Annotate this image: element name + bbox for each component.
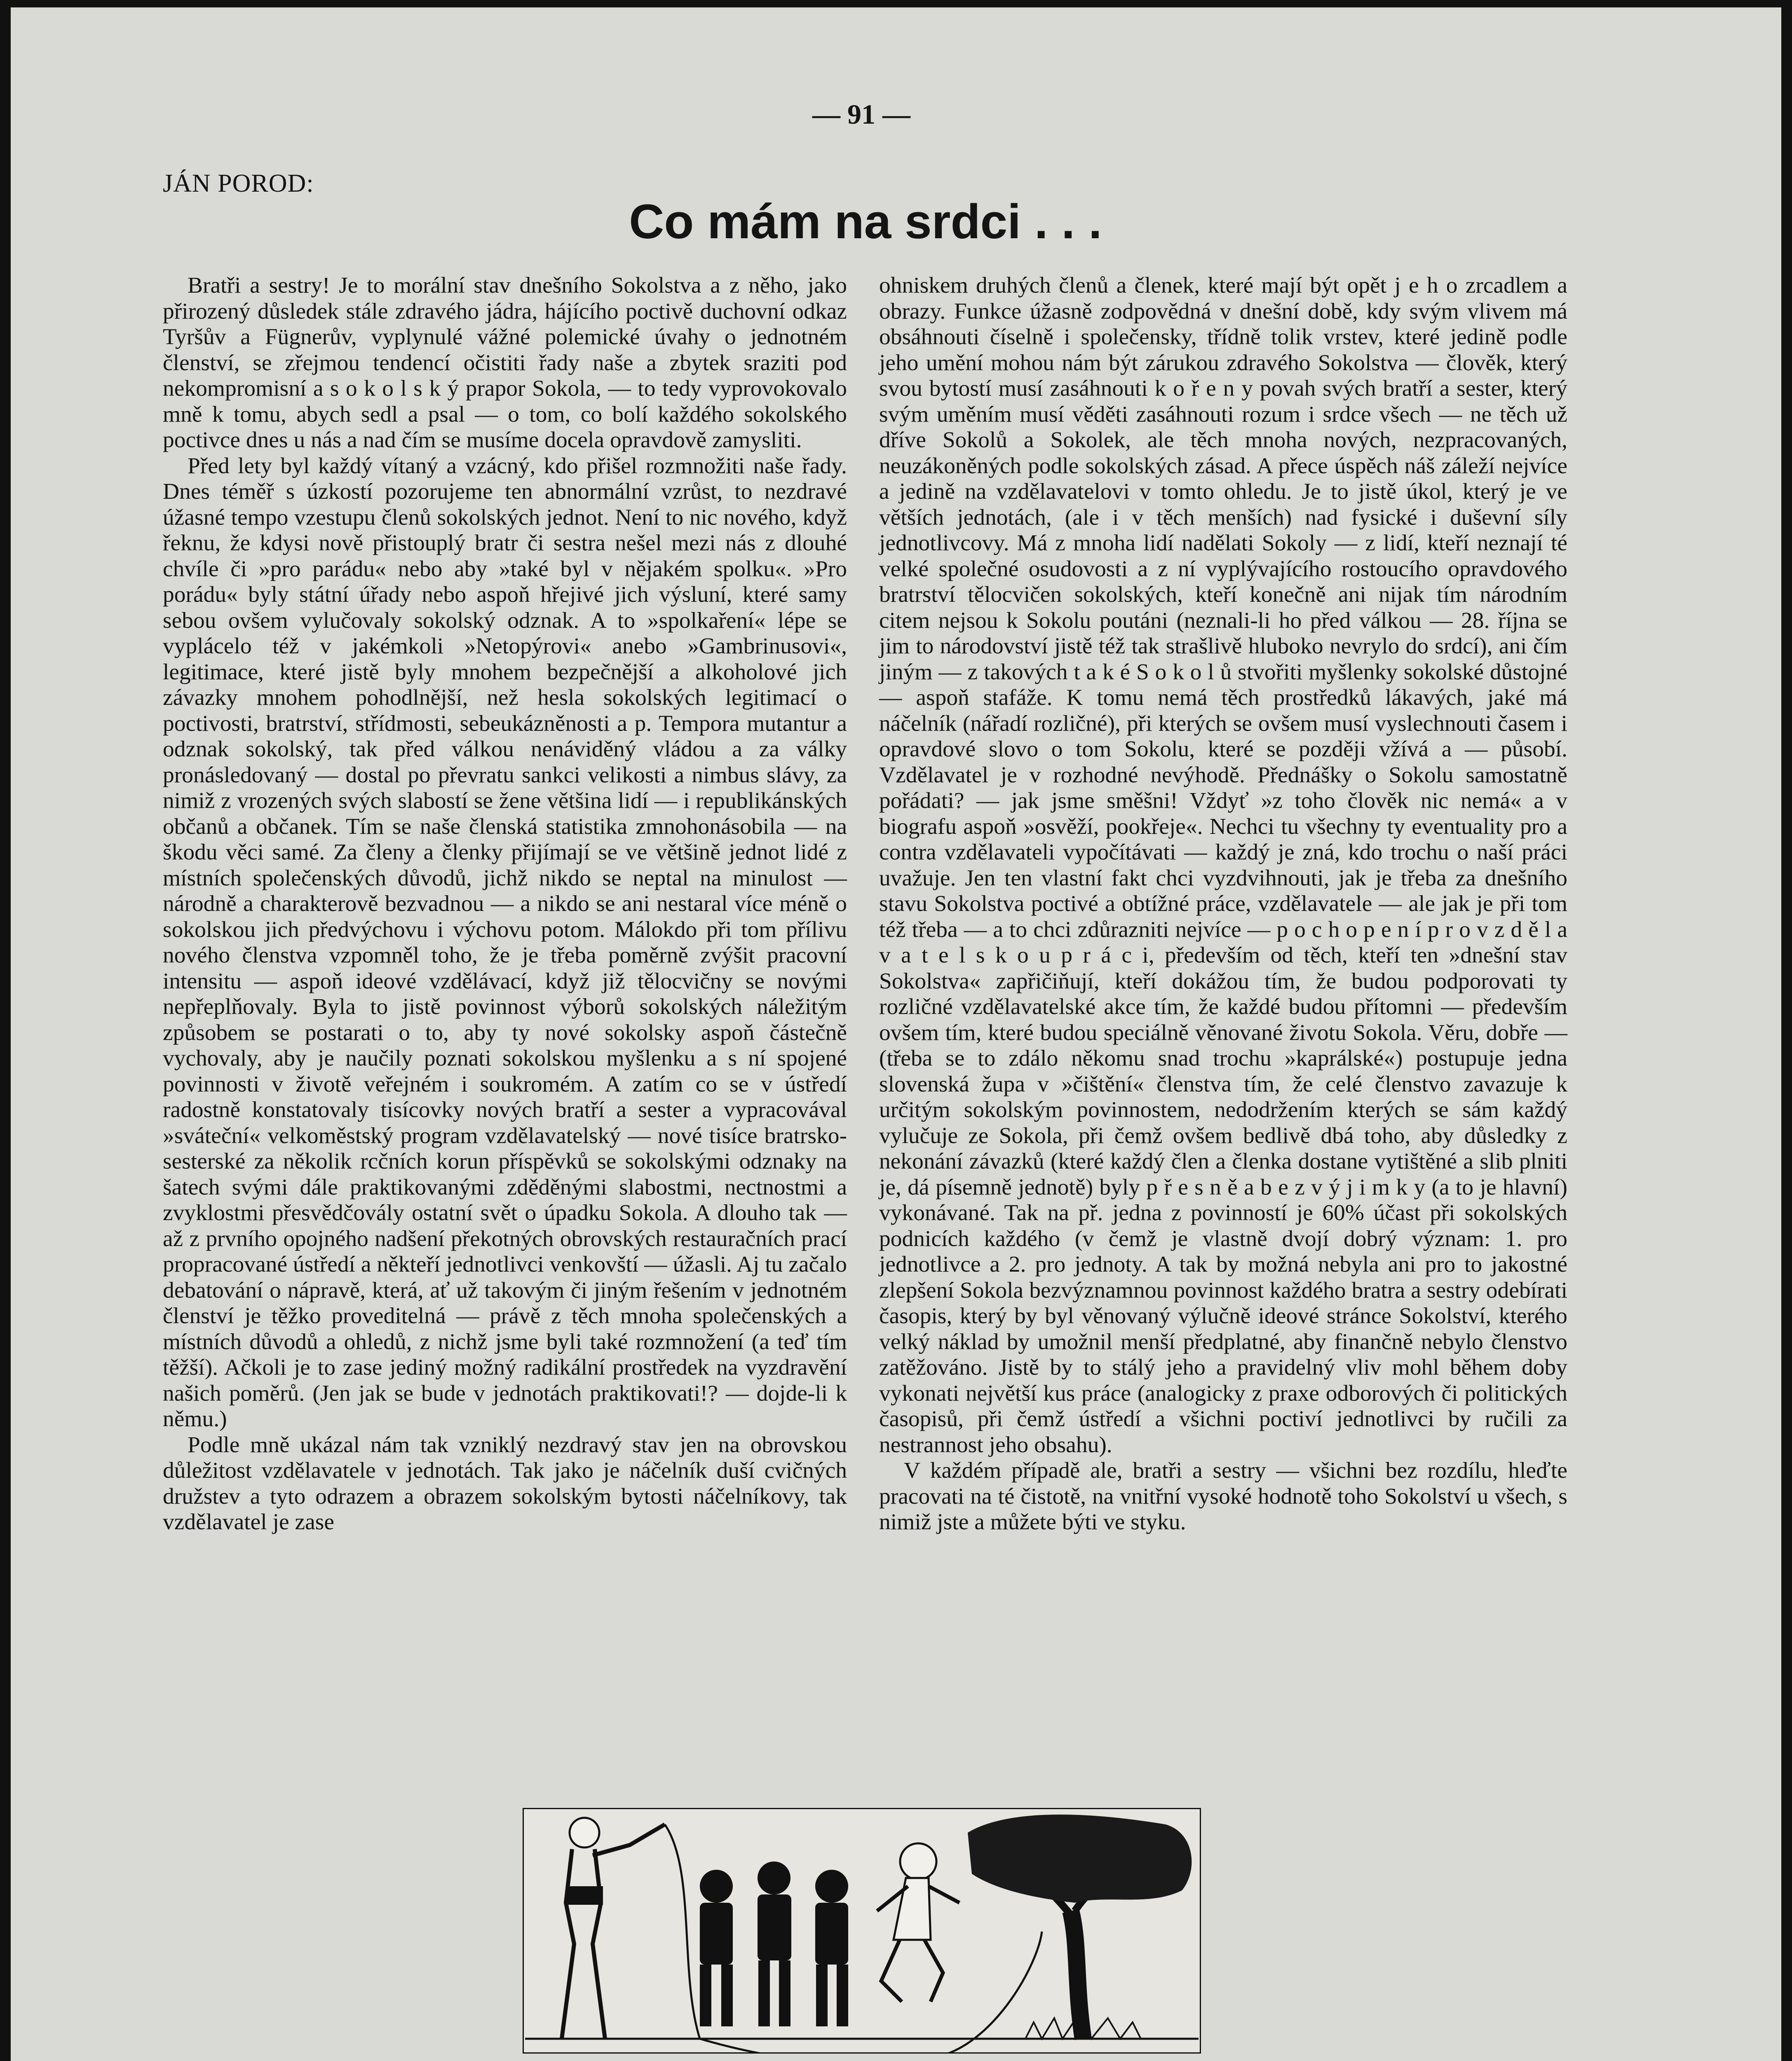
- right-column: [879, 273, 1567, 1535]
- left-column: [163, 273, 847, 1535]
- scan-border-left: [0, 0, 11, 2061]
- paragraph: Podle mně ukázal nám tak vzniklý nezdravý stav jen na obrovskou důležitost vzdělavatele v jednotách. Tak jako je náčelník duší cvičných družstev a tyto odrazem a obrazem sokolským bytosti náčelníkovy, tak vzdělavatel je zase: [163, 1432, 847, 1535]
- vignette-children-skipping-rope-icon: [523, 1808, 1201, 2054]
- paragraph: Před lety byl každý vítaný a vzácný, kdo přišel rozmnožiti naše řady. Dnes téměř s úzkostí pozorujeme ten abnormální vzrůst, to nezdravé úžasné tempo vzestupu členů sokolských jednot. Není to nic nového, když řeknu, že kdysi nově přistouplý bratr či sestra nešel mezi nás z dlouhé chvíle či »pro parádu« nebo aby »také byl v nějakém spolku«. »Pro porádu« byly státní úřady nebo aspoň hřejivé jich výsluní, které samy sebou ovšem vylučovaly sokolský odznak. A to »spolkaření« lépe se vyplácelo též v jakémkoli »Netopýrovi« anebo »Gambrinusovi«, legitimace, které jistě byly mnohem bezpečnější a alkoholové jich závazky mnohem pohodlnější, než hesla sokolských legitimací o poctivosti, bratrství, střídmosti, sebeukázněnosti a p. Tempora mutantur a odznak sokolský, tak před válkou nenáviděný vládou a za války pronásledovaný — dostal po převratu sankci velikosti a nimbus slávy, za nimiž z vrozených svých slabostí se žene většina lidí — i republikánských občanů a občanek. Tím se naše členská statistika zmnohonásobila — na škodu věci samé. Za členy a členky přijímají se ve většině jednot lidé z místních společenských důvodů, jichž nikdo se neptal na minulost — národně a charakterově bezvadnou — a nikdo se ani nestaral více méně o sokolskou jich předvýchovu i výchovu potom. Málokdo při tom přílivu nového členstva vzpomněl toho, že je třeba poměrně zvýšit pracovní intensitu — aspoň ideové vzdělávací, když již tělocvičny se novými nepřeplňovaly. Byla to jistě povinnost výborů sokolských náležitým způsobem se postarati o to, aby ty nové sokolsky aspoň částečně vychovaly, aby je naučily poznati sokolskou myšlenku a s ní spojené povinnosti v životě veřejném i soukromém. A zatím co se v ústředí radostně konstatovaly tisícovky nových bratří a sester a vypracovával »sváteční« velkoměstský program vzdělavatelský — nové tisíce bratrsko-sesterské za několik rcčních korun příspěvků se sokolskými odznaky na šatech svými dále praktikovanými zděděnými slabostmi, nectnostmi a zvyklostmi přesvědčovály ostatní svět o úpadku Sokola. A dlouho tak — až z prvního opojného nadšení překotných obrovských restauračních prací propracované ústředí a někteří jednotlivci venkovští — úžasli. Aj tu začalo debatování o nápravě, která, ať už takovým či jiným řešením v jednotném členství je těžko proveditelná — právě z těch mnoha společenských a místních důvodů a ohledů, z nichž jsme byli také rozmnožení (a teď tím těžší). Ačkoli je to zase jediný možný radikální prostředek na vyzdravění našich poměrů. (Jen jak se bude v jednotách praktikovati!? — dojde-li k němu.): [163, 453, 847, 1432]
- paragraph: V každém případě ale, bratři a sestry — všichni bez rozdílu, hleďte pracovati na té čistotě, na vnitřní vysoké hodnotě toho Sokolství u všech, s nimiž jste a můžete býti ve styku.: [879, 1458, 1567, 1535]
- scan-border-top: [0, 0, 1792, 7]
- scan-border-right: [1781, 0, 1792, 2061]
- page-number: — 91 —: [812, 99, 910, 130]
- author-name: JÁN POROD:: [163, 169, 314, 197]
- paragraph: Bratři a sestry! Je to morální stav dnešního Sokolstva a z něho, jako přirozený důsledek stále zdravého jádra, hájícího poctivě duchovní odkaz Tyršův a Fügnerův, vyplynulé vážné polemické úvahy o jednotném členství, se zřejmou tendencí očistiti řady naše a zbytek sraziti pod nekompromisní a s o k o l s k ý prapor Sokola, — to tedy vyprovokovalo mně k tomu, abych sedl a psal — o tom, co bolí každého sokolského poctivce dnes u nás a nad čím se musíme docela opravdově zamysliti.: [163, 273, 847, 453]
- article-title: Co mám na srdci . . .: [629, 195, 1102, 249]
- paragraph: ohniskem druhých členů a členek, které mají být opět j e h o zrcadlem a obrazy. Funkce úžasně zodpovědná v dnešní době, kdy svým vlivem má obsáhnouti číselně i společensky, třídně tolik vrstev, které jedině podle jeho umění mohou nám být zárukou zdravého Sokolstva — člověk, který svou bytostí musí zasáhnouti k o ř e n y povah svých bratří a sester, který svým uměním musí věděti zasáhnouti rozum i srdce všech — ne těch už dříve Sokolů a Sokolek, ale těch mnoha nových, nezpracovaných, neuzákoněných podle sokolských zásad. A přece úspěch náš záleží nejvíce a jedině na vzdělavatelovi v tomto ohledu. Je to jistě úkol, který je ve větších jednotách, (ale i v těch menších) nad fysické i duševní síly jednotlivcovy. Má z mnoha lidí nadělati Sokoly — z lidí, kteří neznají té velké společné osudovosti a z ní vyplývajícího rostoucího opravdového bratrství tělocvičen sokolských, kteří konečně ani nijak tím národním citem nejsou k Sokolu poutáni (neznali-li ho před válkou — 28. října se jim to národovství jistě též tak strašlivě hluboko nevrylo do srdcí), ani čím jiným — z takových t a k é S o k o l ů stvořiti myšlenky sokolské důstojné — aspoň stafáže. K tomu nemá těch prostředků lákavých, jaké má náčelník (nářadí rozličné), při kterých se ovšem musí vyslechnouti časem i opravdové slovo o tom Sokolu, které se později vžívá a — působí. Vzdělavatel je v rozhodné nevýhodě. Přednášky o Sokolu samostatně pořádati? — jak jsme směšni! Vždyť »z toho člověk nic nemá« a v biografu aspoň »osvěží, pookřeje«. Nechci tu všechny ty eventuality pro a contra vzdělavateli vypočítávati — každý je zná, kdo trochu o naší práci uvažuje. Jen ten vlastní fakt chci vyzdvihnouti, jak je třeba za dnešního stavu Sokolstva poctivé a obtížné práce, vzdělavatele — ale jak je při tom též třeba — a to chci zdůrazniti nejvíce — p o c h o p e n í p r o v z d ě l a v a t e l s k o u p r á c i, především od těch, kteří ten »dnešní stav Sokolstva« zapřičiňují, kteří dokážou tím, že budou podporovati ty rozličné vzdělavatelské akce tím, že každé budou přítomni — především ovšem tím, které budou speciálně věnované životu Sokola. Věru, dobře — (třeba se to zdálo někomu snad trochu »kaprálské«) postupuje jedna slovenská župa v »čištění« členstva tím, že celé členstvo zavazuje k určitým sokolským povinnostem, nedodržením kterých se sám každý vylučuje ze Sokola, při čemž ovšem bedlivě dbá toho, aby důsledky z nekonání závazků (které každý člen a členka dostane vytištěné a slib plniti je, dá písemně jednotě) byly p ř e s n ě a b e z v ý j i m k y (a to je hlavní) vykonávané. Tak na př. jedna z povinností je 60% účast při sokolských podnicích každého (v čemž je vlastně dvojí dobrý význam: 1. pro jednotlivce a 2. pro jednoty. A tak by možná nebyla ani pro to jakostné zlepšení Sokola bezvýznamnou povinnost každého bratra a sestry odebírati časopis, který by byl věnovaný výlučně ideové stránce Sokolství, kterého velký náklad by umožnil menší předplatné, aby finančně nebylo členstvo zatěžováno. Jistě by to stálý jeho a pravidelný vliv mohl během doby vykonati největší kus práce (analogicky z praxe odborových či politických časopisů, při čemž ústředí a všichni poctiví jednotlivci by ručili za nestrannost jeho obsahu).: [879, 273, 1567, 1458]
